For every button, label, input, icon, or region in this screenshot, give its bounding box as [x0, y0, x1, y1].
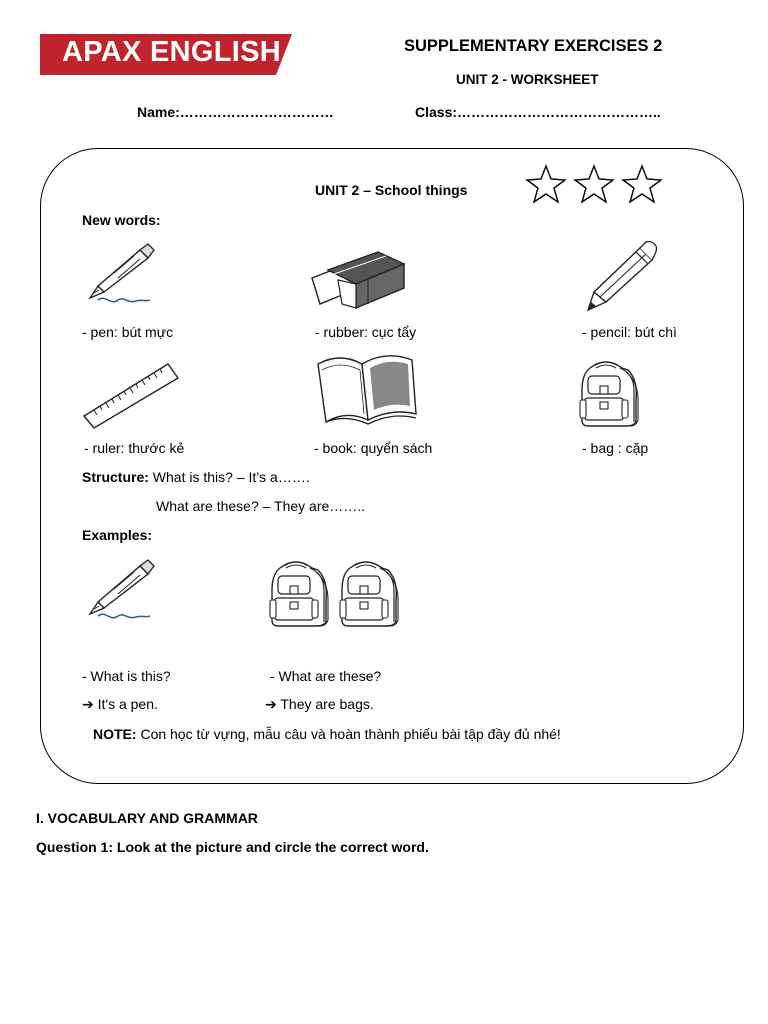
structure-pattern-1: What is this? – It’s a…….: [152, 469, 310, 485]
class-label: Class:: [415, 104, 458, 120]
structure-line-1: [82, 469, 310, 485]
example-question-1: - What is this?: [82, 668, 171, 684]
star-icon[interactable]: [575, 166, 613, 202]
name-label: Name:: [137, 104, 180, 120]
example-bag-icon: [336, 560, 404, 630]
word-rubber: - rubber: cục tẩy: [315, 324, 417, 340]
example-bag-icon: [266, 560, 334, 630]
structure-pattern-2: What are these? – They are……..: [156, 498, 366, 514]
bag-icon: [576, 360, 644, 430]
structure-label: Structure:: [82, 469, 149, 485]
section-heading: I. VOCABULARY AND GRAMMAR: [36, 810, 258, 826]
note-label: NOTE:: [93, 726, 137, 742]
example-answer-2-text: They are bags.: [280, 696, 374, 712]
class-field[interactable]: [415, 104, 661, 120]
question-1-instruction: Question 1: Look at the picture and circle the correct word.: [36, 839, 429, 855]
example-pen-icon: [84, 556, 158, 624]
example-answer-2: [265, 696, 374, 713]
rubber-icon: [308, 250, 406, 312]
arrow-icon: ➔: [82, 696, 94, 712]
book-icon: [312, 350, 418, 430]
note-line: [93, 726, 561, 742]
example-answer-1-text: It's a pen.: [97, 696, 158, 712]
pen-icon: [84, 240, 158, 308]
worksheet-subtitle: UNIT 2 - WORKSHEET: [456, 72, 599, 87]
note-text: Con học từ vựng, mẫu câu và hoàn thành phiếu bài tập đầy đủ nhé!: [140, 726, 561, 742]
example-question-2: - What are these?: [270, 668, 382, 684]
name-dots: ……………………………: [179, 104, 334, 120]
unit-title: UNIT 2 – School things: [315, 182, 468, 198]
worksheet-title: SUPPLEMENTARY EXERCISES 2: [404, 37, 663, 55]
class-dots: ……………………………………..: [457, 104, 661, 120]
star-icon[interactable]: [623, 166, 661, 202]
word-ruler: - ruler: thước kẻ: [84, 440, 185, 456]
examples-label: Examples:: [82, 527, 153, 543]
example-answer-1: [82, 696, 158, 713]
name-field[interactable]: [137, 104, 334, 120]
word-pen: - pen: bút mực: [82, 324, 174, 340]
word-bag: - bag : cặp: [582, 440, 649, 456]
word-pencil: - pencil: bút chì: [582, 324, 677, 340]
ruler-icon: [82, 360, 180, 430]
new-words-label: New words:: [82, 212, 161, 228]
pencil-icon: [584, 240, 660, 314]
arrow-icon: ➔: [265, 696, 277, 712]
word-book: - book: quyển sách: [314, 440, 433, 456]
stars-rating[interactable]: [524, 164, 668, 206]
star-icon[interactable]: [527, 166, 565, 202]
logo-text: APAX ENGLISH: [62, 36, 281, 68]
